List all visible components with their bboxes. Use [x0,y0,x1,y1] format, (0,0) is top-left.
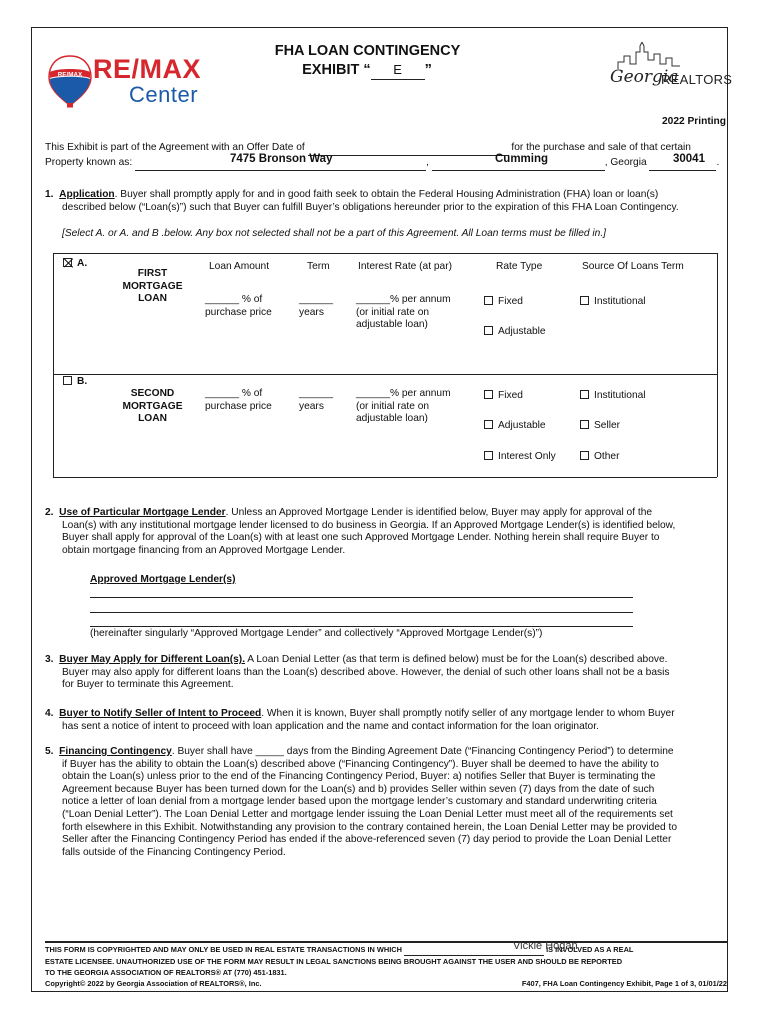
section-2-line: Buyer shall apply for approval of the Loan(s) with at least one such Approved Mortgage Lender. Nothing herein shall require Buyer to [62,532,660,544]
exhibit-prefix: EXHIBIT “ [302,62,371,78]
section-4 [45,708,727,733]
checkbox[interactable] [580,296,589,305]
row-a-checkbox[interactable] [63,258,72,267]
row-b-seller-option[interactable] [580,420,620,433]
approved-lender-label: Approved Mortgage Lender(s) [90,574,236,585]
row-b-interest-only-option[interactable] [484,451,556,464]
row-b-rate-note: adjustable loan) [356,413,428,425]
row-a-amount-percent: ______ % of [205,294,263,305]
col-header-term: Term [307,261,330,272]
row-a-fixed-option[interactable] [484,296,523,309]
row-a-label: A. [77,258,88,269]
section-5-line: forth elsewhere in this Exhibit. Notwithstanding any provision to the contrary contained herein, the Loan Denial Letter may be provided to [62,821,678,833]
section-5-line: if Buyer has the ability to obtain the Loan(s) described above (“Financing Contingency”). Buyer shall be deemed to have the ability to [62,758,659,770]
option-label: Adjustable [498,326,546,337]
section-4-line: has sent a notice of intent to proceed with loan application and the name and contact information for the loan originator. [62,720,599,732]
exhibit-letter: E [393,62,402,77]
footer-line-3: TO THE GEORGIA ASSOCIATION OF REALTORS® AT (770) 451-1831. [45,968,287,977]
section-1-line-1: . Buyer shall promptly apply for and in good faith seek to obtain the Federal Housing Administration (FHA) loan or loan(s) [114,189,659,200]
footer-rule [45,941,727,943]
option-label: Institutional [594,390,646,401]
licensee-name: Vickie Hogan [513,940,578,952]
footer-line-4 [45,978,727,989]
checkbox[interactable] [484,451,493,460]
col-header-interest-rate: Interest Rate (at par) [358,261,452,272]
row-b-rate-note: (or initial rate on [356,400,430,412]
row-b-selector[interactable] [63,376,87,389]
table-left-line [53,253,54,477]
section-4-number: 4. [45,708,54,719]
option-label: Fixed [498,296,523,307]
intro-purchase-text: for the purchase and sale of that certain [511,142,691,153]
section-3-heading: Buyer May Apply for Different Loan(s). [59,654,246,665]
row-a-name-line: LOAN [138,293,167,305]
col-header-loan-amount: Loan Amount [209,261,270,272]
skyline-icon [610,42,730,70]
section-3-line: A Loan Denial Letter (as that term is defined below) must be for the Loan(s) described above. [245,654,668,665]
row-a-name-line: MORTGAGE [122,280,183,292]
checkbox[interactable] [484,390,493,399]
row-a-institutional-option[interactable] [580,296,646,309]
row-b-rate[interactable] [356,388,451,426]
section-5-heading: Financing Contingency [59,746,172,757]
section-3 [45,654,727,692]
printing-year: 2022 Printing [662,116,726,127]
select-instruction: [Select A. or A. and B .below. Any box not selected shall not be a part of this Agreement. All Loan terms must be filled in.] [62,228,606,239]
section-1-line-2: described below (“Loan(s)”) such that Buyer can fulfill Buyer’s obligations hereunder prior to the expiration of this FHA Loan Contingency. [62,201,679,213]
section-1-number: 1. [45,189,54,200]
row-b-amount[interactable] [205,388,272,413]
section-5 [45,746,727,859]
address-value: 7475 Bronson Way [230,153,333,165]
option-label: Seller [594,420,621,431]
table-top-line [53,253,717,254]
section-3-line: for Buyer to terminate this Agreement. [62,679,234,691]
row-a-amount-unit: purchase price [205,306,272,318]
section-4-line: . When it is known, Buyer shall promptly notify seller of any mortgage lender to whom Buyer [261,708,675,719]
row-a-term[interactable] [299,294,333,319]
exhibit-suffix: ” [424,62,432,78]
row-a-rate-note: adjustable loan) [356,319,428,331]
row-b-term-blank: ______ [299,388,333,399]
property-label: Property known as: [45,157,133,168]
col-header-source: Source Of Loans Term [582,261,684,272]
section-5-line: notice a letter of loan denial from a mortgage lender based upon the mortgage lender’s customary and standard underwriting criteria [62,796,657,808]
section-3-number: 3. [45,654,54,665]
col-header-rate-type: Rate Type [496,261,543,272]
section-5-line: . Buyer shall have _____ days from the Binding Agreement Date (“Financing Contingency Period”) to determine [171,746,674,757]
section-5-line: Agreement because Buyer has been turned down for the Loan(s) and b) provides Seller within seven (7) days from the date of such [62,783,655,795]
section-2-heading: Use of Particular Mortgage Lender [59,507,226,518]
section-2-line: . Unless an Approved Mortgage Lender is identified below, Buyer may apply for approval of the [225,507,653,518]
table-right-line [717,253,718,477]
option-label: Institutional [594,296,646,307]
section-3-line: Buyer may also apply for different loans than the Loan(s) described above. However, the denial of such other loans shall not be a basis [62,666,670,678]
table-bottom-line [53,477,717,478]
form-id: F407, FHA Loan Contingency Exhibit, Page 1 of 3, 01/01/22 [521,979,727,988]
lender-definition: (hereinafter singularly “Approved Mortgage Lender” and collectively “Approved Mortgage Lender(s)”) [90,628,543,639]
balloon-text: RE/MAX [57,71,83,79]
row-a-rate-blank: ______% per annum [356,294,451,305]
remax-logo [45,55,220,113]
section-5-line: (“Loan Denial Letter”). The Loan Denial Letter and mortgage lender issuing the Loan Denial Letter must meet all of the requirements set [62,808,673,820]
footer-line-1 [45,944,727,956]
footer-text: THIS FORM IS COPYRIGHTED AND MAY ONLY BE USED IN REAL ESTATE TRANSACTIONS IN WHICH [45,945,402,954]
row-a-rate[interactable] [356,294,451,332]
option-label: Adjustable [498,420,546,431]
georgia-script: Georgia [610,67,679,87]
section-2 [45,507,727,557]
intro-line-2: Property known as: , , Georgia . [45,157,727,171]
row-b-term[interactable] [299,388,333,413]
section-1 [45,189,727,214]
row-b-institutional-option[interactable] [580,390,646,403]
lender-line-1[interactable] [90,597,633,598]
row-b-amount-percent: ______ % of [205,388,263,399]
remax-balloon-icon [47,55,93,109]
row-a-selector[interactable] [63,258,87,271]
checkbox[interactable] [484,420,493,429]
row-b-name-line: LOAN [138,413,167,425]
intro-line-1 [45,142,727,156]
option-label: Interest Only [498,451,556,462]
intro-offer-date-label: This Exhibit is part of the Agreement with an Offer Date of [45,142,305,153]
offer-date-field[interactable] [308,142,509,156]
row-b-rate-blank: ______% per annum [356,388,451,399]
section-1-heading: Application [59,189,115,200]
form-title: FHA LOAN CONTINGENCY [274,43,461,59]
row-b-checkbox[interactable] [63,376,72,385]
section-4-heading: Buyer to Notify Seller of Intent to Proceed [59,708,262,719]
state-label: , Georgia [604,157,647,168]
row-b-adjustable-option[interactable] [484,420,546,433]
section-5-line: Seller after the Financing Contingency Period has ended if the above-referenced seven (7) day period to provide the Loan Denial Letter [62,834,672,846]
footer-notice [45,944,727,989]
section-5-line: falls outside of the Financing Contingency Period. [62,846,286,858]
remax-office-name: Center [129,82,199,107]
copyright: Copyright© 2022 by Georgia Association of REALTORS®, Inc. [45,979,262,988]
row-b-term-unit: years [299,400,324,412]
city-value: Cumming [495,153,549,165]
row-b-name [110,388,195,426]
section-5-line: obtain the Loan(s) unless prior to the end of the Financing Contingency Period, Buyer: a) notifies Seller that Buyer is terminating the [62,771,656,783]
exhibit-label [262,61,472,80]
row-b-fixed-option[interactable] [484,390,523,403]
zip-value: 30041 [673,153,705,165]
remax-wordmark: RE/MAX [93,54,202,84]
row-b-name-line: SECOND [130,388,175,399]
lender-line-2[interactable] [90,612,633,613]
row-b-amount-unit: purchase price [205,400,272,412]
table-mid-line [53,374,717,375]
section-2-line: Loan(s) with any institutional mortgage lender licensed to do business in Georgia. If an Approved Mortgage Lender(s) is identified below, [62,519,676,531]
option-label: Fixed [498,390,523,401]
row-a-rate-note: (or initial rate on [356,306,430,318]
georgia-realtors-logo [610,42,735,100]
option-label: Other [594,451,620,462]
checkbox[interactable] [580,420,589,429]
row-a-term-blank: ______ [299,294,333,305]
row-a-amount[interactable] [205,294,272,319]
footer-text: IS INVOLVED AS A REAL [546,945,634,954]
row-a-name [110,268,195,306]
exhibit-letter-field[interactable] [371,61,425,80]
checkbox[interactable] [580,390,589,399]
section-2-number: 2. [45,507,54,518]
section-5-number: 5. [45,746,54,757]
row-a-name-line: FIRST [137,268,168,279]
lender-line-3[interactable] [90,626,633,627]
realtors-wordmark: REALTORS [661,72,733,87]
row-b-name-line: MORTGAGE [122,400,183,412]
footer-line-2: ESTATE LICENSEE. UNAUTHORIZED USE OF THE FORM MAY RESULT IN LEGAL SANCTIONS BEING BROUGHT AGAINST THE USER AND SHOULD BE REPORTED [45,957,623,966]
checkbox[interactable] [580,451,589,460]
row-b-other-option[interactable] [580,451,619,464]
row-a-term-unit: years [299,306,324,318]
checkbox[interactable] [484,296,493,305]
row-a-adjustable-option[interactable] [484,326,546,339]
row-b-label: B. [77,376,88,387]
checkbox[interactable] [484,326,493,335]
section-2-line: obtain mortgage financing from an Approved Mortgage Lender. [62,544,346,556]
